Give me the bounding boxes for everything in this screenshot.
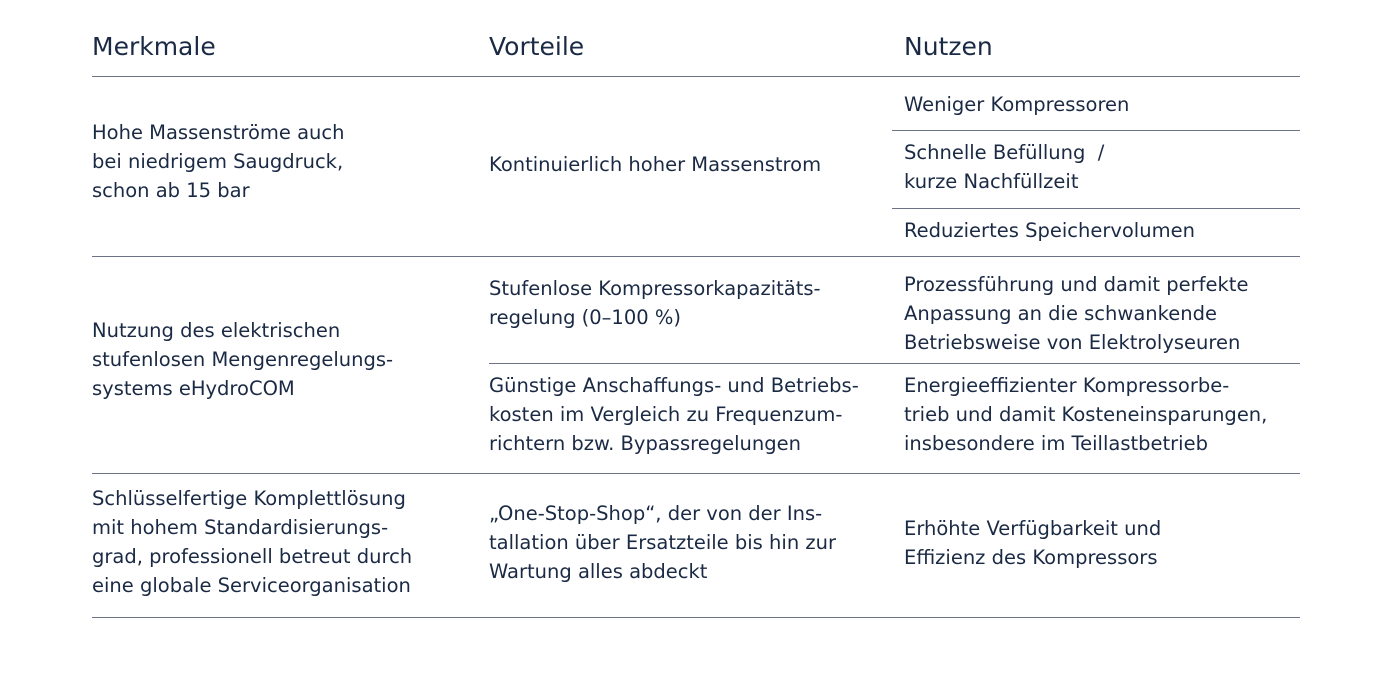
row-1-vorteile-cell: [489, 150, 899, 179]
text-line: „One-Stop-Shop“, der von der Ins-: [489, 502, 823, 525]
text-line: Energieeffizienter Kompressorbe-: [904, 374, 1230, 397]
column-header-nutzen: Nutzen: [904, 32, 993, 61]
text-line: Schnelle Befüllung /: [904, 141, 1105, 164]
text-line: Effizienz des Kompressors: [904, 546, 1158, 569]
text-line: regelung (0–100 %): [489, 306, 681, 329]
row-2-inner-rule: [489, 363, 1300, 364]
header-rule: [92, 76, 1300, 77]
text-line: Nutzung des elektrischen: [92, 319, 341, 342]
row-3-vorteile-cell: [489, 499, 904, 586]
row-2-nutzen-item-2: [904, 371, 1300, 458]
text-line: systems eHydroCOM: [92, 377, 295, 400]
row-1-nutzen-item-2: [904, 138, 1300, 196]
text-line: kurze Nachfüllzeit: [904, 170, 1079, 193]
text-line: Kontinuierlich hoher Massenstrom: [489, 153, 822, 176]
row-3-nutzen-cell: [904, 514, 1300, 572]
text-line: trieb und damit Kosteneinsparungen,: [904, 403, 1268, 426]
text-line: kosten im Vergleich zu Frequenzum-: [489, 403, 843, 426]
text-line: Hohe Massenströme auch: [92, 121, 345, 144]
row-1-nutzen-item-3: [904, 216, 1300, 245]
row-2-bottom-rule: [92, 473, 1300, 474]
row-2-nutzen-item-1: [904, 270, 1300, 357]
text-line: insbesondere im Teillastbetrieb: [904, 432, 1208, 455]
text-line: tallation über Ersatzteile bis hin zur: [489, 531, 836, 554]
row-2-merkmale-cell: [92, 316, 482, 403]
column-header-merkmale: Merkmale: [92, 32, 216, 61]
text-line: grad, professionell betreut durch: [92, 545, 413, 568]
row-1-bottom-rule: [92, 256, 1300, 257]
text-line: richtern bzw. Bypassregelungen: [489, 432, 801, 455]
text-line: Erhöhte Verfügbarkeit und: [904, 517, 1162, 540]
text-line: mit hohem Standardisierungs-: [92, 516, 389, 539]
row-1-nutzen-item-1: [904, 90, 1300, 119]
column-header-vorteile: Vorteile: [489, 32, 585, 61]
text-line: bei niedrigem Saugdruck,: [92, 150, 344, 173]
table-bottom-rule: [92, 617, 1300, 618]
text-line: Weniger Kompressoren: [904, 93, 1130, 116]
text-line: schon ab 15 bar: [92, 179, 250, 202]
text-line: Stufenlose Kompressorkapazitäts-: [489, 277, 821, 300]
row-2-vorteile-item-2: [489, 371, 904, 458]
row-3-merkmale-cell: [92, 484, 482, 600]
text-line: Anpassung an die schwankende: [904, 302, 1217, 325]
text-line: stufenlosen Mengenregelungs-: [92, 348, 394, 371]
text-line: Wartung alles abdeckt: [489, 560, 708, 583]
text-line: Betriebsweise von Elektrolyseuren: [904, 331, 1241, 354]
text-line: Günstige Anschaffungs- und Betriebs-: [489, 374, 859, 397]
nutzen-subrule-2: [892, 208, 1300, 209]
nutzen-subrule-1: [892, 130, 1300, 131]
text-line: Reduziertes Speichervolumen: [904, 219, 1195, 242]
text-line: eine globale Serviceorganisation: [92, 574, 411, 597]
text-line: Schlüsselfertige Komplettlösung: [92, 487, 406, 510]
row-2-vorteile-item-1: [489, 274, 899, 332]
row-1-merkmale-cell: [92, 118, 482, 205]
text-line: Prozessführung und damit perfekte: [904, 273, 1249, 296]
